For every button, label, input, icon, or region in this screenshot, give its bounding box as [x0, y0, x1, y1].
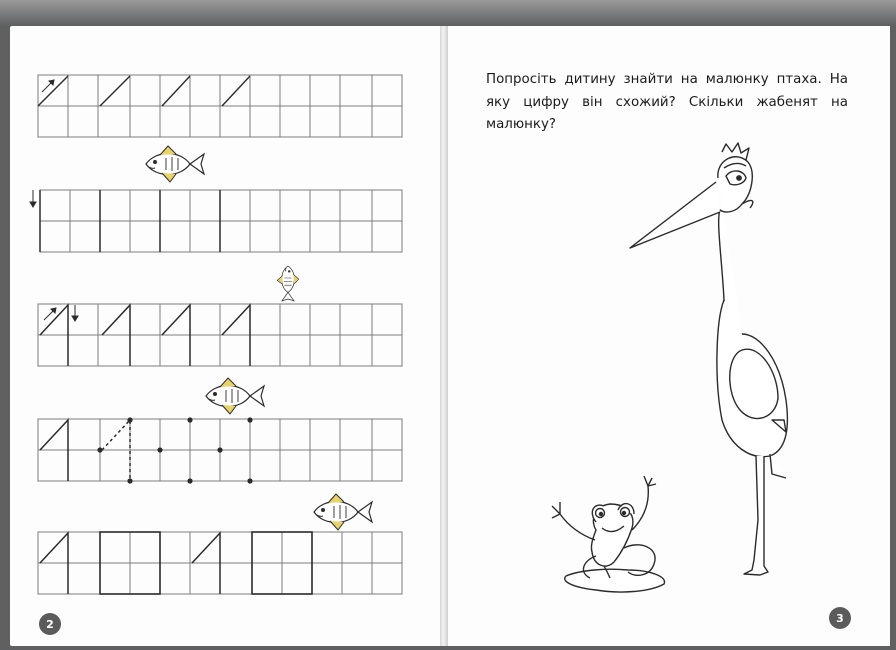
arrow-down-icon — [30, 190, 36, 207]
page-number-left: 2 — [39, 613, 61, 635]
fish-icon — [314, 494, 372, 530]
fish-icon — [146, 146, 204, 182]
instruction-text: Попросіть дитину знайти на малюнку птаха. На яку цифру він схожий? Скільки жабенят на малюнку? — [486, 72, 848, 132]
arrow-down-icon — [72, 305, 78, 321]
fish-icon — [206, 378, 264, 414]
arrow-diagonal-icon — [44, 308, 56, 320]
diagonal-strokes-row-1 — [38, 76, 250, 106]
stork-icon — [630, 143, 787, 575]
grid-row-2 — [40, 190, 402, 252]
grid-row-3 — [38, 304, 402, 366]
grid-row-1 — [38, 75, 402, 137]
frog-icon — [552, 476, 665, 592]
fish-icon — [277, 266, 299, 301]
page-number-right: 3 — [829, 607, 851, 629]
arrow-diagonal-icon — [42, 80, 54, 92]
